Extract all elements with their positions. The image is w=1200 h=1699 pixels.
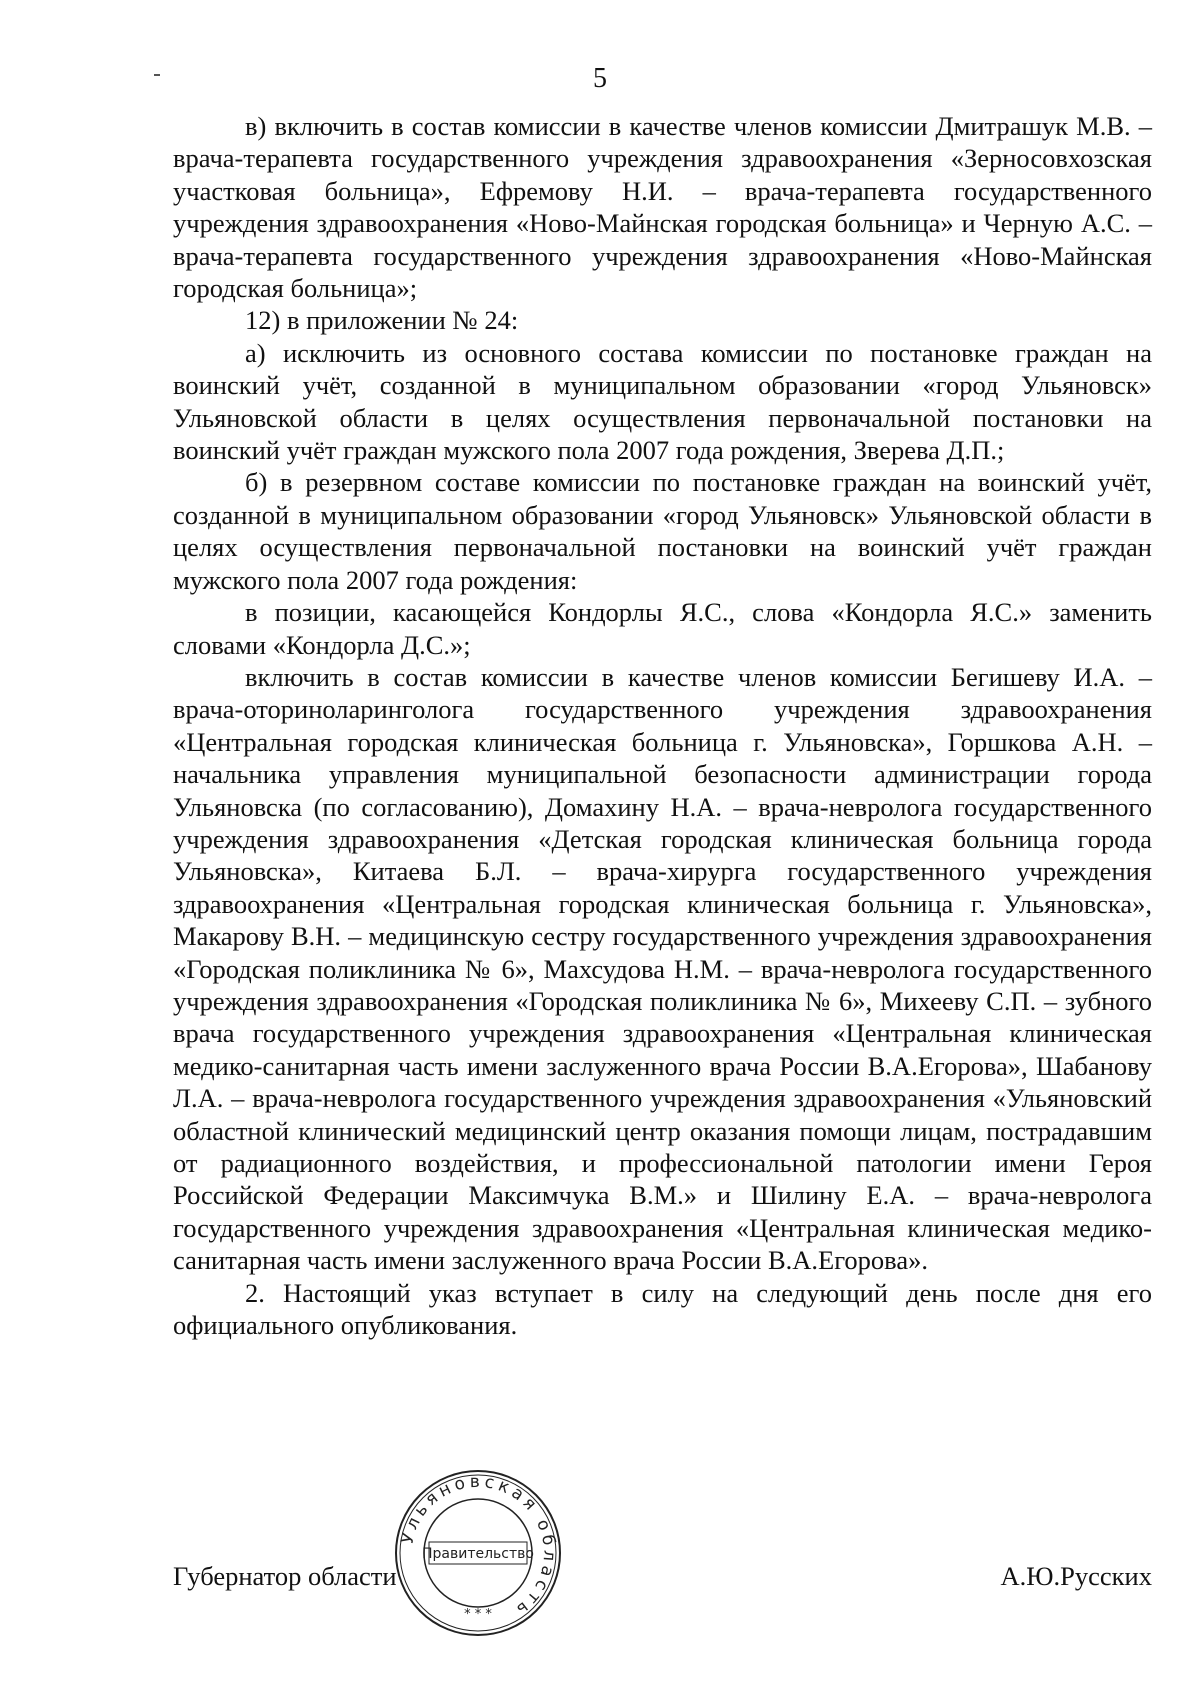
signatory-title: Губернатор области: [173, 1561, 397, 1591]
paragraph-include-members: включить в состав комиссии в качестве членов комиссии Бегишеву И.А. – врача-оториноларинголога государственного учреждения здравоохранения «Центральная городская клиническая больница г. Ульяновска», Горшкова А.Н. – начальника управления муниципальной безопасности администрации города Ульяновска (по согласованию), Домахину Н.А. – врача-невролога государственного учреждения здравоохранения «Детская городская клиническая больница города Ульяновска», Китаева Б.Л. – врача-хирурга государственного учреждения здравоохранения «Центральная городская клиническая больница г. Ульяновска», Макарову В.Н. – медицинскую сестру государственного учреждения здравоохранения «Городская поликлиника № 6», Махсудова Н.М. – врача-невролога государственного учреждения здравоохранения «Городская поликлиника № 6», Михееву С.П. – зубного врача государственного учреждения здравоохранения «Центральная клиническая медико-санитарная часть имени заслуженного врача России В.А.Егорова», Шабанову Л.А. – врача-невролога государственного учреждения здравоохранения «Ульяновский областной клинический медицинский центр оказания помощи лицам, пострадавшим от радиационного воздействия, и профессиональной патологии имени Героя Российской Федерации Максимчука В.М.» и Шилину Е.А. – врача-невролога государственного учреждения здравоохранения «Центральная клиническая медико-санитарная часть имени заслуженного врача России В.А.Егорова».: [173, 661, 1152, 1276]
paragraph-members-novomainsk: в) включить в состав комиссии в качестве членов комиссии Дмитрашук М.В. – врача-терапевта государственного учреждения здравоохранения «Зерносовхозская участковая больница», Ефремову Н.И. – врача-терапевта государственного учреждения здравоохранения «Ново-Майнская городская больница» и Черную А.С. – врача-терапевта государственного учреждения здравоохранения «Ново-Майнская городская больница»;: [173, 111, 1152, 304]
seal-ring-text: Ульяновская область: [397, 1471, 560, 1622]
seal-center-text: Правительство: [422, 1546, 534, 1562]
document-body: [173, 110, 1152, 1341]
signatory-name: А.Ю.Русских: [1000, 1561, 1152, 1591]
paragraph-appendix-24: 12) в приложении № 24:: [245, 305, 519, 336]
paragraph-effective-date: 2. Настоящий указ вступает в силу на следующий день после дня его официального опубликования.: [173, 1277, 1152, 1341]
paragraph-replace-kondorla: в позиции, касающейся Кондорлы Я.С., слова «Кондорла Я.С.» заменить словами «Кондорла Д.С.»;: [173, 597, 1152, 660]
official-seal-stamp: [393, 1468, 563, 1638]
signature-block: [173, 1560, 1152, 1600]
page-number: 5: [593, 63, 607, 94]
seal-stars: * * *: [464, 1607, 492, 1622]
paragraph-exclude-main: а) исключить из основного состава комиссии по постановке граждан на воинский учёт, созданной в муниципальном образовании «город Ульяновск» Ульяновской области в целях осуществления первоначальной постановки на воинский учёт граждан мужского пола 2007 года рождения, Зверева Д.П.;: [173, 337, 1152, 466]
paragraph-reserve-composition: б) в резервном составе комиссии по постановке граждан на воинский учёт, созданной в муниципальном образовании «город Ульяновск» Ульяновской области в целях осуществления первоначальной постановки на воинский учёт граждан мужского пола 2007 года рождения:: [173, 467, 1152, 595]
